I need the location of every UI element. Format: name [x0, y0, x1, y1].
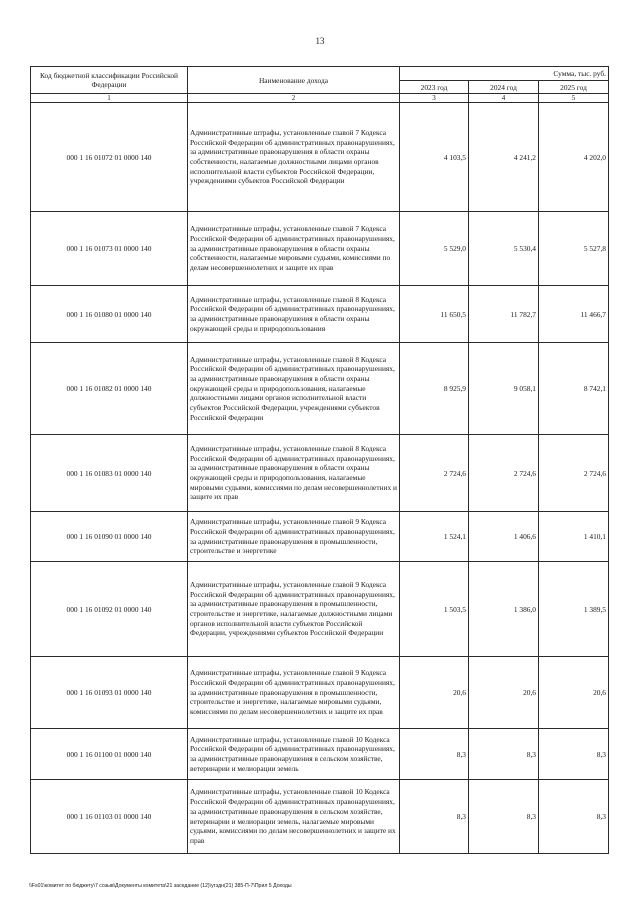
revenue-table [30, 66, 609, 854]
row-value-2023: 11 650,5 [400, 286, 469, 343]
row-value-2025: 8 742,1 [539, 343, 609, 435]
row-value-2023: 2 724,6 [400, 435, 469, 512]
column-number: 1 [31, 94, 188, 103]
row-value-2025: 11 466,7 [539, 286, 609, 343]
row-value-2024: 1 406,6 [469, 512, 539, 562]
row-value-2024: 9 058,1 [469, 343, 539, 435]
table-row [31, 212, 609, 286]
footer-file-path: \\Fs01\комитет по бюджету\7 созыв\Документы комитета\21 заседание (12)\угэдн(21) 385-П-7\Прил 5 Доходы [29, 883, 292, 889]
row-value-2025: 8,3 [539, 780, 609, 854]
row-value-2024: 8,3 [469, 729, 539, 780]
column-number: 4 [469, 94, 539, 103]
table-row [31, 562, 609, 657]
row-code: 000 1 16 01082 01 0000 140 [31, 343, 188, 435]
row-value-2023: 1 503,5 [400, 562, 469, 657]
row-name: Административные штрафы, установленные главой 10 Кодекса Российской Федерации об административных правонарушениях, за административные правонарушения в сельском хозяйстве, ветеринарии и мелиорации земель, налагаемые мировыми судьями, комиссиями по делам несовершеннолетних и защите их прав [188, 780, 400, 854]
row-name: Административные штрафы, установленные главой 8 Кодекса Российской Федерации об административных правонарушениях, за административные правонарушения в области охраны окружающей среды и природопользования [188, 286, 400, 343]
header-name: Наименование дохода [188, 67, 400, 94]
row-name: Административные штрафы, установленные главой 8 Кодекса Российской Федерации об административных правонарушениях, за административные правонарушения в области охраны окружающей среды и природопользования, налагаемые должностными лицами органов исполнительной власти субъектов Российской Федерации, учреждениями субъектов Российской Федерации [188, 343, 400, 435]
table-row [31, 512, 609, 562]
row-value-2023: 4 103,5 [400, 103, 469, 212]
row-value-2024: 5 530,4 [469, 212, 539, 286]
header-sum: Сумма, тыс. руб. [400, 67, 609, 81]
row-value-2023: 8,3 [400, 780, 469, 854]
row-value-2024: 20,6 [469, 657, 539, 729]
row-value-2025: 2 724,6 [539, 435, 609, 512]
row-name: Административные штрафы, установленные главой 9 Кодекса Российской Федерации об административных правонарушениях, за административные правонарушения в промышленности, строительстве и энергетике, налагаемые мировыми судьями, комиссиями по делам несовершеннолетних и защите их прав [188, 657, 400, 729]
row-code: 000 1 16 01090 01 0000 140 [31, 512, 188, 562]
row-name: Административные штрафы, установленные главой 8 Кодекса Российской Федерации об административных правонарушениях, за административные правонарушения в области охраны окружающей среды и природопользования, налагаемые мировыми судьями, комиссиями по делам несовершеннолетних и защите их прав [188, 435, 400, 512]
row-code: 000 1 16 01100 01 0000 140 [31, 729, 188, 780]
row-name: Административные штрафы, установленные главой 9 Кодекса Российской Федерации об административных правонарушениях, за административные правонарушения в промышленности, строительстве и энергетике [188, 512, 400, 562]
row-value-2023: 8 925,9 [400, 343, 469, 435]
table-row [31, 729, 609, 780]
row-value-2025: 1 389,5 [539, 562, 609, 657]
row-code: 000 1 16 01072 01 0000 140 [31, 103, 188, 212]
row-code: 000 1 16 01103 01 0000 140 [31, 780, 188, 854]
header-year-2025: 2025 год [539, 81, 609, 94]
row-value-2024: 1 386,0 [469, 562, 539, 657]
row-value-2025: 20,6 [539, 657, 609, 729]
row-name: Административные штрафы, установленные главой 7 Кодекса Российской Федерации об административных правонарушениях, за административные правонарушения в области охраны собственности, налагаемые должностными лицами органов исполнительной власти субъектов Российской Федерации, учреждениями субъектов Российской Федерации [188, 103, 400, 212]
row-name: Административные штрафы, установленные главой 7 Кодекса Российской Федерации об административных правонарушениях, за административные правонарушения в области охраны собственности, налагаемые мировыми судьями, комиссиями по делам несовершеннолетних и защите их прав [188, 212, 400, 286]
header-code: Код бюджетной классификации Российской Федерации [31, 67, 188, 94]
row-value-2023: 8,3 [400, 729, 469, 780]
row-value-2023: 1 524,1 [400, 512, 469, 562]
row-code: 000 1 16 01092 01 0000 140 [31, 562, 188, 657]
row-name: Административные штрафы, установленные главой 10 Кодекса Российской Федерации об административных правонарушениях, за административные правонарушения в сельском хозяйстве, ветеринарии и мелиорации земель [188, 729, 400, 780]
row-value-2025: 4 202,0 [539, 103, 609, 212]
row-value-2024: 11 782,7 [469, 286, 539, 343]
table-row [31, 435, 609, 512]
column-number: 2 [188, 94, 400, 103]
row-code: 000 1 16 01083 01 0000 140 [31, 435, 188, 512]
row-code: 000 1 16 01073 01 0000 140 [31, 212, 188, 286]
table-row [31, 780, 609, 854]
row-value-2023: 5 529,0 [400, 212, 469, 286]
row-value-2024: 4 241,2 [469, 103, 539, 212]
table-row [31, 286, 609, 343]
row-name: Административные штрафы, установленные главой 9 Кодекса Российской Федерации об административных правонарушениях, за административные правонарушения в промышленности, строительстве и энергетике, налагаемые должностными лицами органов исполнительной власти субъектов Российской Федерации, учреждениями субъектов Российской Федерации [188, 562, 400, 657]
row-code: 000 1 16 01080 01 0000 140 [31, 286, 188, 343]
row-code: 000 1 16 01093 01 0000 140 [31, 657, 188, 729]
column-number: 3 [400, 94, 469, 103]
page-number: 13 [315, 36, 325, 46]
table-row [31, 657, 609, 729]
row-value-2024: 8,3 [469, 780, 539, 854]
table-row [31, 343, 609, 435]
row-value-2025: 5 527,8 [539, 212, 609, 286]
table-row [31, 103, 609, 212]
header-year-2024: 2024 год [469, 81, 539, 94]
row-value-2024: 2 724,6 [469, 435, 539, 512]
header-year-2023: 2023 год [400, 81, 469, 94]
column-number: 5 [539, 94, 609, 103]
row-value-2025: 8,3 [539, 729, 609, 780]
row-value-2023: 20,6 [400, 657, 469, 729]
row-value-2025: 1 410,1 [539, 512, 609, 562]
